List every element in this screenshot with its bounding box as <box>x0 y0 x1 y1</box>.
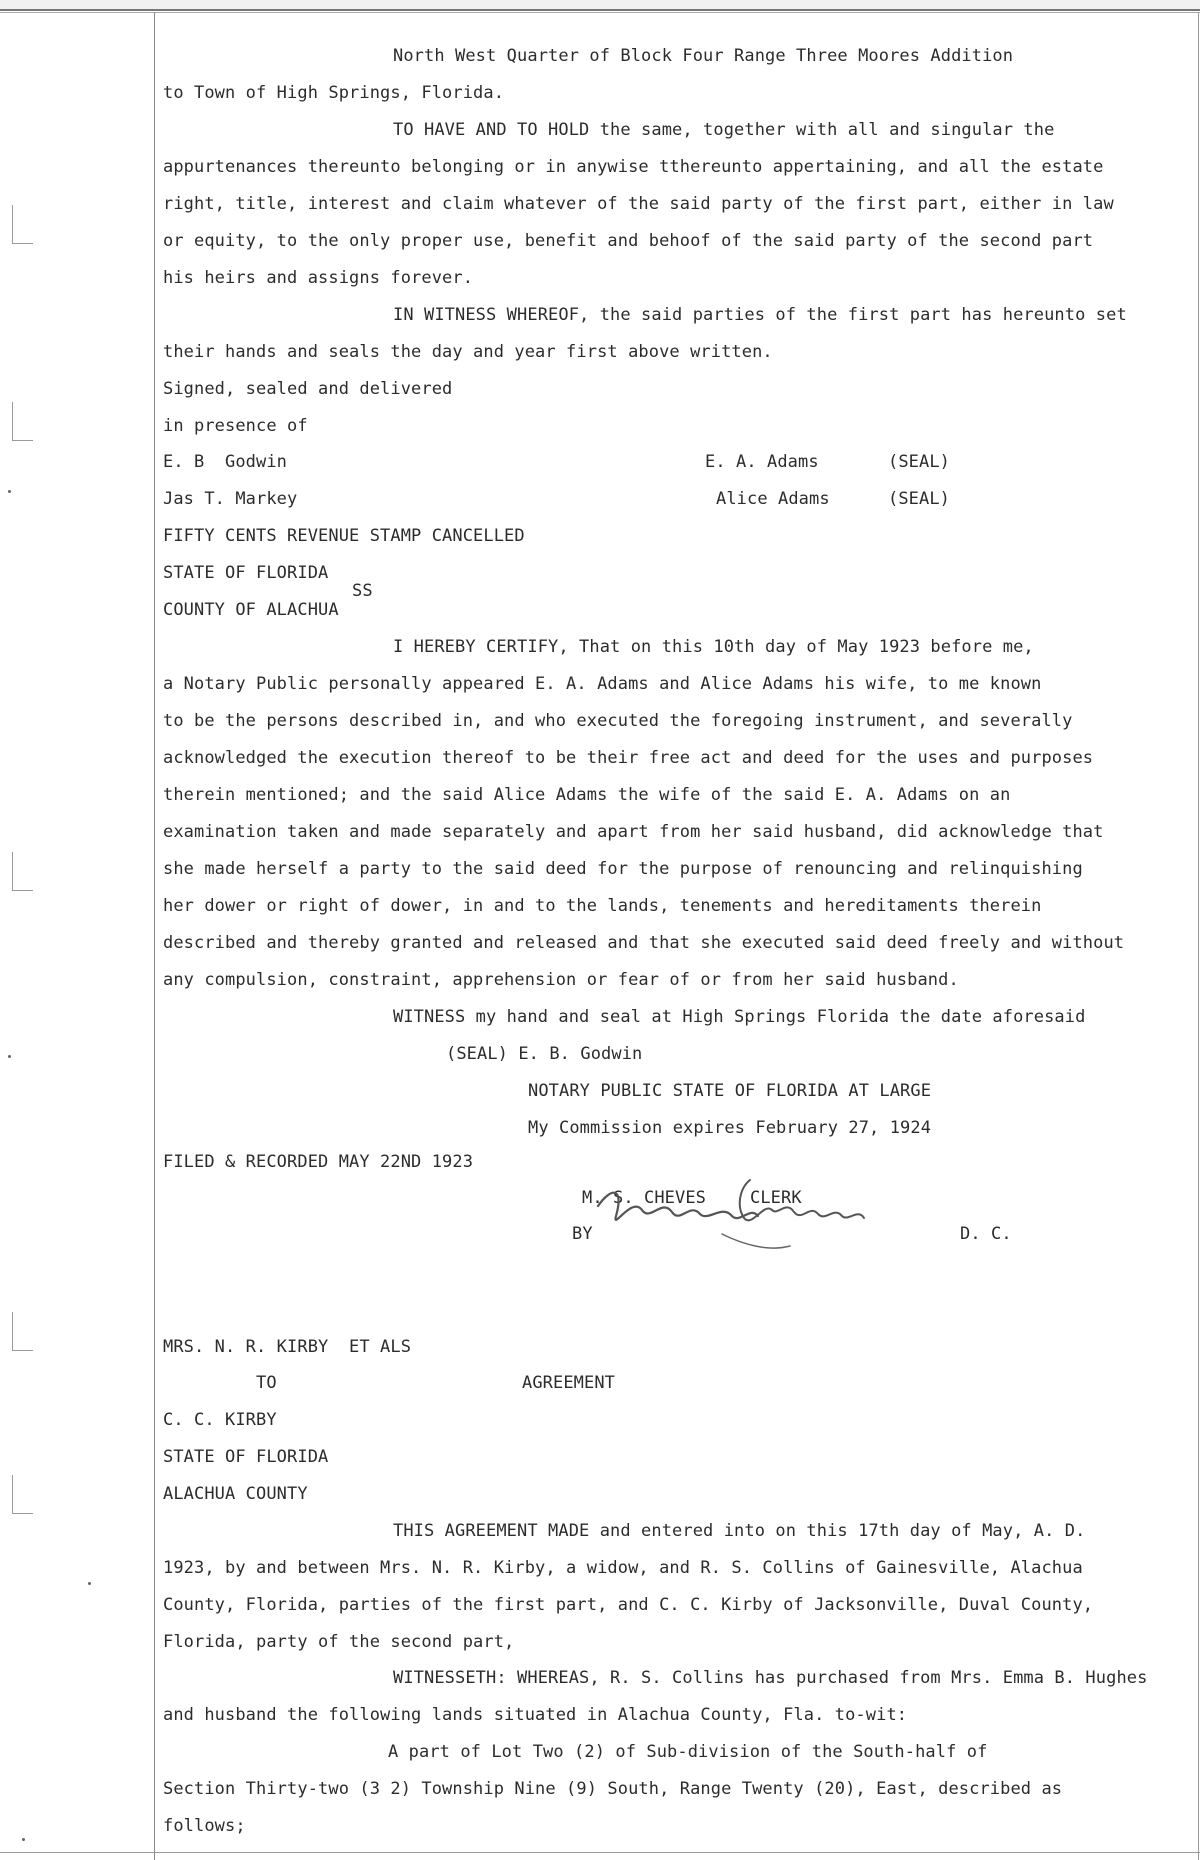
clerk-title: CLERK <box>750 1188 802 1208</box>
margin-speck <box>88 1582 91 1585</box>
acknowledgment-line-10: any compulsion, constraint, apprehension or fear of or from her said husband. <box>163 970 959 990</box>
habendum-line-5: his heirs and assigns forever. <box>163 268 474 288</box>
commission-expiry: My Commission expires February 27, 1924 <box>528 1118 932 1138</box>
agreement-venue-county: ALACHUA COUNTY <box>163 1484 308 1504</box>
agreement-party-second: C. C. KIRBY <box>163 1410 277 1430</box>
acknowledgment-line-4: acknowledged the execution thereof to be their free act and deed for the uses and purposes <box>163 748 1094 768</box>
acknowledgment-line-9: described and thereby granted and released and that she executed said deed freely and without <box>163 933 1125 953</box>
agreement-venue-state: STATE OF FLORIDA <box>163 1447 329 1467</box>
land-description-line-1: A part of Lot Two (2) of Sub-division of the South-half of <box>388 1742 988 1762</box>
notary-seal-name: (SEAL) E. B. Godwin <box>446 1044 643 1064</box>
witnesseth-line-2: and husband the following lands situated in Alachua County, Fla. to-wit: <box>163 1705 908 1725</box>
acknowledgment-line-3: to be the persons described in, and who executed the foregoing instrument, and severally <box>163 711 1073 731</box>
page-top-line <box>0 12 1200 13</box>
agreement-body-line-1: THIS AGREEMENT MADE and entered into on this 17th day of May, A. D. <box>393 1521 1086 1541</box>
agreement-body-line-3: County, Florida, parties of the first part, and C. C. Kirby of Jacksonville, Duval County, <box>163 1595 1094 1615</box>
witness-whereof-line-2: their hands and seals the day and year first above written. <box>163 342 773 362</box>
margin-bracket-mark <box>12 402 33 441</box>
agreement-body-line-4: Florida, party of the second part, <box>163 1632 515 1652</box>
signed-sealed-delivered: Signed, sealed and delivered <box>163 379 453 399</box>
property-description-line-2: to Town of High Springs, Florida. <box>163 83 505 103</box>
margin-speck <box>8 490 11 493</box>
land-description-line-2: Section Thirty-two (3 2) Township Nine (9) South, Range Twenty (20), East, described as <box>163 1779 1063 1799</box>
habendum-line-3: right, title, interest and claim whatever of the said party of the first part, either in law <box>163 194 1114 214</box>
seal-mark-1: (SEAL) <box>888 452 951 472</box>
margin-speck <box>8 1055 11 1058</box>
in-presence-of: in presence of <box>163 416 308 436</box>
habendum-line-2: appurtenances thereunto belonging or in anywise tthereunto appertaining, and all the estate <box>163 157 1104 177</box>
right-margin-line <box>1198 12 1199 1860</box>
venue-county: COUNTY OF ALACHUA <box>163 600 339 620</box>
left-margin-line <box>154 12 155 1860</box>
habendum-line-1: TO HAVE AND TO HOLD the same, together with all and singular the <box>393 120 1055 140</box>
filed-recorded-date: FILED & RECORDED MAY 22ND 1923 <box>163 1152 474 1172</box>
acknowledgment-line-6: examination taken and made separately and apart from her said husband, did acknowledge that <box>163 822 1104 842</box>
acknowledgment-line-5: therein mentioned; and the said Alice Adams the wife of the said E. A. Adams on an <box>163 785 1011 805</box>
margin-bracket-mark <box>12 205 33 244</box>
acknowledgment-line-7: she made herself a party to the said deed for the purpose of renouncing and relinquishing <box>163 859 1083 879</box>
margin-bracket-mark <box>12 1475 33 1514</box>
grantor-name-2: Alice Adams <box>716 489 830 509</box>
acknowledgment-line-8: her dower or right of dower, in and to the lands, tenements and hereditaments therein <box>163 896 1042 916</box>
land-description-line-3: follows; <box>163 1816 246 1836</box>
witness-name-1: E. B Godwin <box>163 452 288 472</box>
agreement-title: AGREEMENT <box>522 1373 616 1393</box>
grantor-name-1: E. A. Adams <box>705 452 819 472</box>
deputy-clerk-signature <box>572 1176 902 1258</box>
page-bottom-line <box>0 1852 1200 1853</box>
notary-witness-clause: WITNESS my hand and seal at High Springs Florida the date aforesaid <box>393 1007 1086 1027</box>
agreement-body-line-2: 1923, by and between Mrs. N. R. Kirby, a widow, and R. S. Collins of Gainesville, Alachua <box>163 1558 1083 1578</box>
seal-mark-2: (SEAL) <box>888 489 951 509</box>
page-top-border <box>0 0 1200 11</box>
witnesseth-line-1: WITNESSETH: WHEREAS, R. S. Collins has purchased from Mrs. Emma B. Hughes <box>393 1668 1148 1688</box>
acknowledgment-line-1: I HEREBY CERTIFY, That on this 10th day of May 1923 before me, <box>393 637 1034 657</box>
margin-bracket-mark <box>12 1312 33 1351</box>
deputy-clerk-label: D. C. <box>960 1224 1012 1244</box>
agreement-to-label: TO <box>256 1373 277 1393</box>
notary-title: NOTARY PUBLIC STATE OF FLORIDA AT LARGE <box>528 1081 932 1101</box>
property-description-line-1: North West Quarter of Block Four Range Three Moores Addition <box>393 46 1014 66</box>
margin-bracket-mark <box>12 852 33 891</box>
venue-ss: SS <box>352 581 373 601</box>
clerk-name: M. S. CHEVES <box>582 1188 707 1208</box>
witness-name-2: Jas T. Markey <box>163 489 298 509</box>
revenue-stamp-note: FIFTY CENTS REVENUE STAMP CANCELLED <box>163 526 525 546</box>
agreement-party-first: MRS. N. R. KIRBY ET ALS <box>163 1337 412 1357</box>
witness-whereof-line-1: IN WITNESS WHEREOF, the said parties of the first part has hereunto set <box>393 305 1127 325</box>
margin-speck <box>22 1838 25 1841</box>
venue-state: STATE OF FLORIDA <box>163 563 329 583</box>
acknowledgment-line-2: a Notary Public personally appeared E. A. Adams and Alice Adams his wife, to me known <box>163 674 1042 694</box>
by-label: BY <box>572 1224 593 1244</box>
habendum-line-4: or equity, to the only proper use, benefit and behoof of the said party of the second part <box>163 231 1094 251</box>
